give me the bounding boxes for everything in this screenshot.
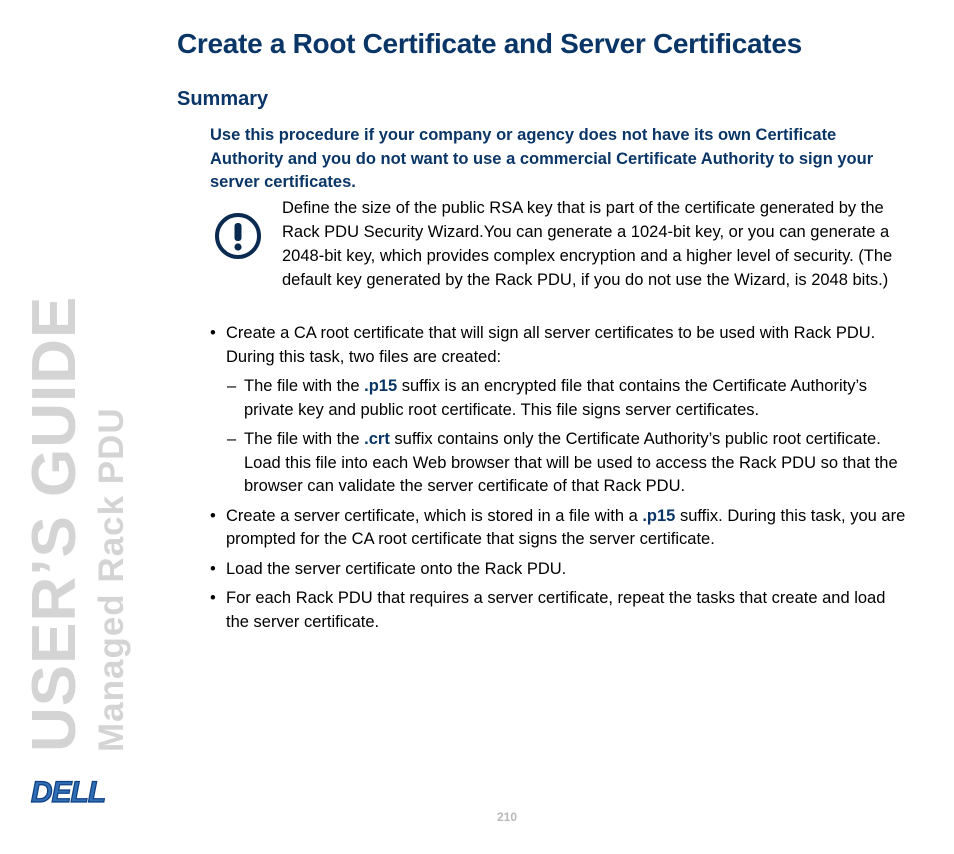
dell-logo-text: DELL: [30, 778, 106, 806]
sidebar-product-subtitle: Managed Rack PDU: [92, 407, 131, 752]
list-item: [210, 558, 910, 582]
list-item-text-pre: Create a server certificate, which is stored in a file with a: [226, 506, 643, 525]
list-item: [210, 505, 910, 552]
keyword-p15: .p15: [364, 377, 398, 395]
list-item-text: Load the server certificate onto the Rack PDU.: [226, 559, 567, 578]
intro-paragraph: Use this procedure if your company or agency does not have its own Certificate Authority and you do not want to use a commercial Certificate Authority to sign your server certificates.: [210, 126, 874, 191]
bullet-icon: •: [210, 324, 216, 342]
bullet-list: [210, 322, 910, 640]
list-item-text-post: suffix. During this task, you are prompted for the CA root certificate that signs the server certificate.: [226, 506, 906, 548]
page-number: 210: [497, 810, 518, 824]
list-item-text: Create a CA root certificate that will sign all server certificates to be used with Rack PDU. During this task, two files are created:: [226, 324, 876, 366]
section-title: Summary: [177, 88, 269, 110]
dell-logo: [24, 778, 112, 811]
bullet-icon: •: [210, 559, 216, 578]
sub-item-text-post: suffix contains only the Certificate Authority’s public root certificate. Load this file into each Web browser that will be used to access the Rack PDU so that the browser can validate the server certificate of that Rack PDU.: [244, 430, 898, 495]
sub-list-item: [210, 428, 910, 499]
bullet-icon: •: [210, 589, 216, 607]
list-item: [210, 322, 910, 369]
sub-item-text-pre: The file with the: [244, 430, 365, 448]
list-item: [210, 587, 910, 634]
page-title: Create a Root Certificate and Server Certificates: [177, 28, 802, 59]
sub-item-text-pre: The file with the: [244, 377, 365, 395]
keyword-p15: .p15: [642, 506, 676, 525]
sub-item-text-post: suffix is an encrypted file that contains the Certificate Authority’s private key and public root certificate. This file signs server certificates.: [244, 377, 868, 419]
sub-list-item: [210, 375, 910, 422]
note-text: Define the size of the public RSA key that is part of the certificate generated by the Rack PDU Security Wizard.You can generate a 1024-bit key, or you can generate a 2048-bit key, which provides complex encryption and a higher level of security. (The default key generated by the Rack PDU, if you do not use the Wizard, is 2048 bits.): [282, 199, 893, 289]
dash-icon: –: [227, 377, 237, 395]
dash-icon: –: [227, 430, 237, 448]
exclamation-circle-icon: [214, 212, 262, 265]
sidebar-guide-title: USER’S GUIDE: [20, 295, 89, 752]
keyword-crt: .crt: [364, 430, 390, 448]
bullet-icon: •: [210, 506, 216, 525]
list-item-text: For each Rack PDU that requires a server certificate, repeat the tasks that create and load the server certificate.: [226, 589, 886, 631]
